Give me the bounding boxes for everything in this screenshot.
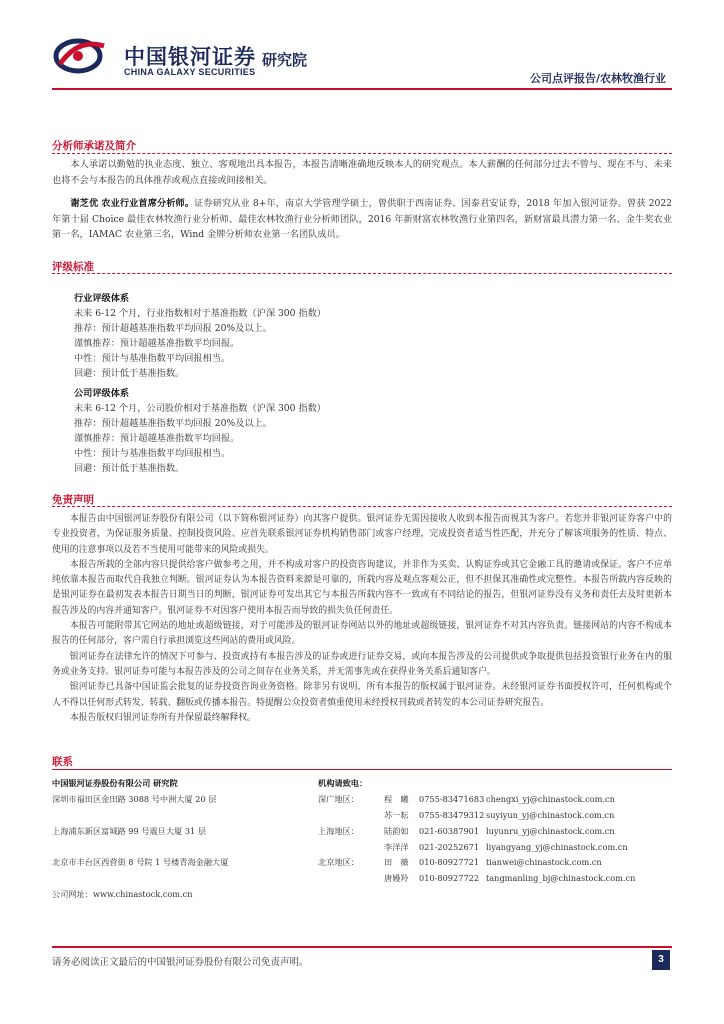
section-title-contact: 联系	[52, 756, 73, 768]
disclaimer-paragraph: 银河证券在法律允许的情况下可参与、投资或持有本报告涉及的证券或进行证券交易，或向本报告涉及的公司提供或争取提供包括投资银行业务在内的服务或业务支持。银河证券可能与本报告涉及的公司之间存在业务关系，并无需事先或在获得业务关系后通知客户。	[52, 651, 672, 677]
rating-line: 推荐：预计超越基准指数平均回报 20%及以上。	[74, 418, 272, 429]
contact-name: 唐嫚羚	[384, 873, 409, 883]
footer-divider	[52, 946, 672, 948]
rating-line: 推荐：预计超越基准指数平均回报 20%及以上。	[74, 323, 272, 334]
contacts-heading: 机构请致电：	[318, 778, 368, 788]
rating-line: 未来 6-12 个月，行业指数相对于基准指数（沪深 300 指数）	[74, 308, 326, 319]
contact-email[interactable]: luyunru_yj@chinastock.com.cn	[486, 826, 615, 836]
contact-email[interactable]: tangmanling_bj@chinastock.com.cn	[486, 873, 636, 883]
region-label: 北京地区：	[318, 857, 359, 867]
contact-email[interactable]: tianwei@chinastock.com.cn	[486, 857, 602, 867]
company-website[interactable]: 公司网址：www.chinastock.com.cn	[52, 889, 193, 899]
analyst-name: 谢芝优	[70, 198, 99, 209]
contact-name: 苏一耘	[384, 810, 409, 820]
contact-email[interactable]: chengxi_yj@chinastock.com.cn	[486, 794, 615, 804]
rating-line: 回避：预计低于基准指数。	[74, 368, 185, 379]
rating-line: 谨慎推荐：预计超越基准指数平均回报。	[74, 338, 240, 349]
section-divider	[52, 506, 672, 507]
disclaimer-body	[52, 512, 672, 726]
disclaimer-paragraph: 本报告由中国银河证券股份有限公司（以下简称银河证券）向其客户提供。银河证券无需因接收人收到本报告而视其为客户。若您并非银河证券客户中的专业投资者，为保证服务质量、控制投资风险、应首先联系银河证券机构销售部门或客户经理，完成投资者适当性匹配，并充分了解该项服务的性质、特点、使用的注意事项以及若不当使用可能带来的风险或损失。	[52, 514, 672, 555]
brand-name-en: CHINA GALAXY SECURITIES	[124, 67, 256, 77]
contact-name: 田 薇	[384, 857, 409, 867]
contact-phone: 021-20252671	[419, 842, 480, 852]
contact-email[interactable]: liyangyang_yj@chinastock.com.cn	[486, 842, 628, 852]
industry-rating-heading: 行业评级体系	[74, 293, 130, 304]
rating-line: 中性：预计与基准指数平均回报相当。	[74, 448, 231, 459]
contact-phone: 010-80927721	[419, 857, 480, 867]
rating-line: 未来 6-12 个月，公司股价相对于基准指数（沪深 300 指数）	[74, 403, 326, 414]
footer-note: 请务必阅读正文最后的中国银河证券股份有限公司免责声明。	[52, 957, 309, 968]
disclaimer-paragraph: 本报告版权归银河证券所有并保留最终解释权。	[69, 712, 257, 723]
contact-divider	[52, 769, 672, 770]
section-title-disclaimer: 免责声明	[52, 494, 94, 506]
analyst-bio	[52, 196, 672, 243]
address-shenzhen: 深圳市福田区金田路 3088 号中洲大厦 20 层	[52, 794, 217, 804]
rating-line: 中性：预计与基准指数平均回报相当。	[74, 353, 231, 364]
contact-name: 李洋洋	[384, 842, 409, 852]
report-type: 公司点评报告/农林牧渔行业	[529, 72, 666, 85]
analyst-bio-text: 证券研究从业 8+年，南京大学管理学硕士，曾供职于西南证券、国泰君安证券，2018 年加入银河证券。曾获 2022 年第十届 Choice 最佳农林牧渔行业分析师、最佳农林牧渔行业分析师团队，2016 年新财富农林牧渔行业第四名，新财富最具潜力第一名、金牛奖农业第一名，IAMAC 农业第三名，Wind 金牌分析师农业第一名团队成员。	[52, 198, 673, 240]
section-divider	[52, 153, 672, 154]
address-shanghai: 上海浦东新区富城路 99 号震旦大厦 31 层	[52, 826, 207, 836]
contact-phone: 021-60387901	[419, 826, 480, 836]
galaxy-logo-icon	[52, 36, 112, 74]
contact-name: 程 曦	[384, 794, 409, 804]
rating-line: 回避：预计低于基准指数。	[74, 463, 185, 474]
contact-phone: 0755-83471683	[419, 794, 485, 804]
contact-phone: 0755-83479312	[419, 810, 485, 820]
region-label: 上海地区：	[318, 826, 359, 836]
contact-company: 中国银河证券股份有限公司 研究院	[52, 778, 178, 788]
section-divider	[52, 273, 672, 274]
section-title-analyst: 分析师承诺及简介	[52, 140, 136, 152]
contact-email[interactable]: suyiyun_yj@chinastock.com.cn	[486, 810, 615, 820]
pledge-text: 本人承诺以勤勉的执业态度、独立、客观地出具本报告，本报告清晰准确地反映本人的研究观点。本人薪酬的任何部分过去不曾与、现在不与、未来也将不会与本报告的具体推荐或观点直接或间接相关。	[52, 159, 672, 186]
disclaimer-paragraph: 本报告所载的全部内容只提供给客户做参考之用，并不构成对客户的投资咨询建议，并非作为买卖、认购证券或其它金融工具的邀请或保证。客户不应单纯依靠本报告而取代自我独立判断。银河证券认为本报告资料来源是可靠的，所载内容及观点客观公正，但不担保其准确性或完整性。本报告所载内容反映的是银河证券在最初发表本报告日期当日的判断，银河证券可发出其它与本报告所载内容不一致或有不同结论的报告，但银河证券没有义务和责任去及时更新本报告涉及的内容并通知客户。银河证券不对因客户使用本报告而导致的损失负任何责任。	[52, 559, 672, 616]
industry-rating-block	[74, 291, 326, 381]
section-title-rating: 评级标准	[52, 261, 94, 273]
region-label: 深广地区：	[318, 794, 359, 804]
disclaimer-paragraph: 银河证券已具备中国证监会批复的证券投资咨询业务资格。除非另有说明，所有本报告的版权属于银河证券。未经银河证券书面授权许可，任何机构或个人不得以任何形式转发、转载、翻版或传播本报告。特提醒公众投资者慎重使用未经授权刊载或者转发的本公司证券研究报告。	[52, 682, 672, 708]
rating-line: 谨慎推荐：预计超越基准指数平均回报。	[74, 433, 240, 444]
analyst-pledge	[52, 157, 672, 188]
brand-institute: 研究院	[262, 51, 308, 69]
company-rating-block	[74, 386, 326, 476]
disclaimer-paragraph: 本报告可能附带其它网站的地址或超级链接，对于可能涉及的银河证券网站以外的地址或超级链接，银河证券不对其内容负责。链接网站的内容不构成本报告的任何部分，客户需自行承担浏览这些网站的费用或风险。	[52, 621, 672, 647]
contact-phone: 010-80927722	[419, 873, 480, 883]
address-beijing: 北京市丰台区西营街 8 号院 1 号楼青海金融大厦	[52, 857, 229, 867]
company-rating-heading: 公司评级体系	[74, 388, 130, 399]
brand-name-cn: 中国银河证券	[124, 45, 256, 69]
header-divider	[52, 88, 672, 90]
page-number: 3	[652, 950, 670, 970]
analyst-title: 农业行业首席分析师。	[101, 198, 195, 209]
contact-name: 陆韵如	[384, 826, 409, 836]
